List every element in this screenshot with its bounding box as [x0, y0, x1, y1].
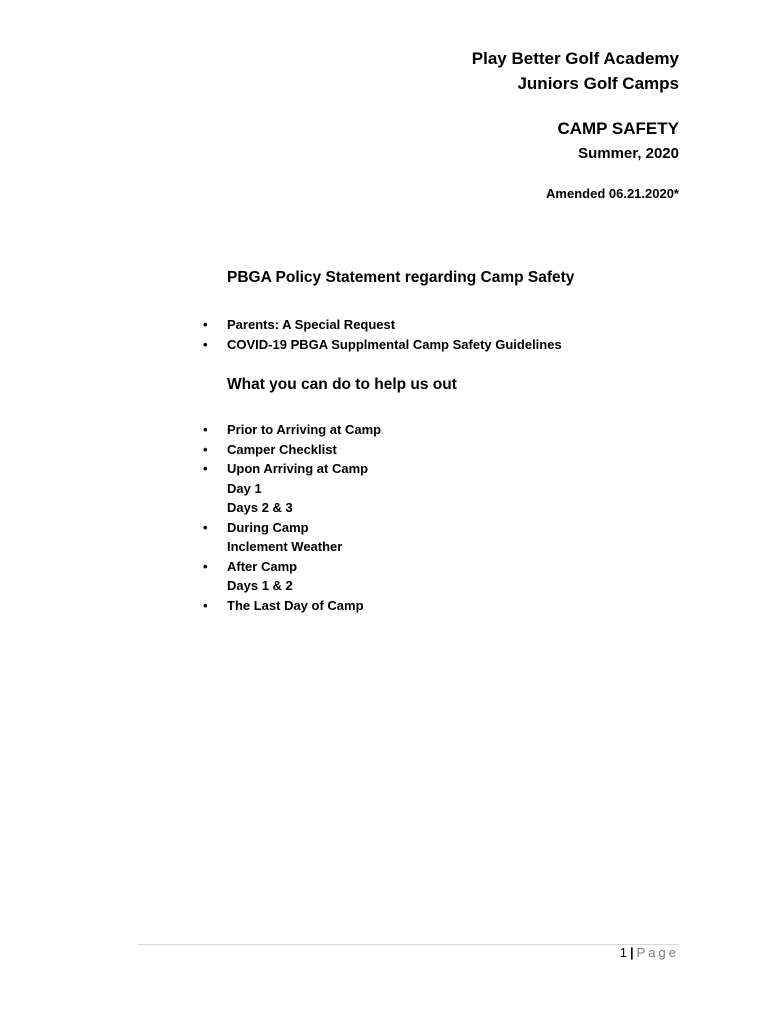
list-item-text: Day 1	[227, 480, 262, 496]
page-number: 1	[619, 945, 627, 960]
list-item-text: COVID-19 PBGA Supplmental Camp Safety Guidelines	[227, 336, 562, 352]
list-item-text: Days 1 & 2	[227, 578, 293, 593]
bullet-icon: •	[203, 441, 208, 457]
page-footer	[620, 944, 679, 962]
list-item	[203, 518, 381, 538]
list-item-text: After Camp	[227, 558, 298, 574]
list-item	[203, 557, 381, 577]
list-subitem	[203, 498, 381, 518]
season-label: Summer, 2020	[578, 145, 679, 162]
list-item	[203, 596, 381, 616]
bullet-icon: •	[203, 597, 208, 613]
policy-statement-heading: PBGA Policy Statement regarding Camp Safety	[227, 269, 575, 286]
help-us-heading: What you can do to help us out	[227, 376, 457, 393]
bullet-icon: •	[203, 558, 208, 574]
bullet-icon: •	[203, 422, 208, 437]
list-item	[203, 440, 381, 460]
list-item-text: Upon Arriving at Camp	[227, 461, 369, 476]
footer-separator: |	[629, 945, 634, 960]
page-label: Page	[636, 945, 679, 960]
list-item	[203, 335, 562, 355]
list-item-text: Parents: A Special Request	[227, 317, 396, 332]
list-item-text: Prior to Arriving at Camp	[227, 422, 382, 437]
help-list	[203, 420, 381, 615]
list-item-text: Days 2 & 3	[227, 500, 293, 515]
bullet-icon: •	[203, 336, 208, 352]
list-subitem	[203, 576, 381, 596]
list-item-text: During Camp	[227, 519, 309, 535]
bullet-icon: •	[203, 519, 208, 535]
program-name: Juniors Golf Camps	[517, 74, 679, 93]
document-header	[472, 46, 679, 203]
list-item-text: Camper Checklist	[227, 441, 337, 457]
document-title: CAMP SAFETY	[557, 119, 679, 138]
list-subitem	[203, 479, 381, 499]
amended-date: Amended 06.21.2020*	[546, 186, 679, 201]
list-item-text: Inclement Weather	[227, 539, 343, 554]
footer-divider	[137, 944, 679, 945]
bullet-icon: •	[203, 461, 208, 476]
bullet-icon: •	[203, 317, 208, 332]
organization-name: Play Better Golf Academy	[471, 49, 679, 68]
list-item	[203, 459, 381, 479]
list-item	[203, 420, 381, 440]
list-subitem	[203, 537, 381, 557]
policy-list	[203, 315, 562, 354]
list-item-text: The Last Day of Camp	[227, 597, 364, 613]
list-item	[203, 315, 562, 335]
